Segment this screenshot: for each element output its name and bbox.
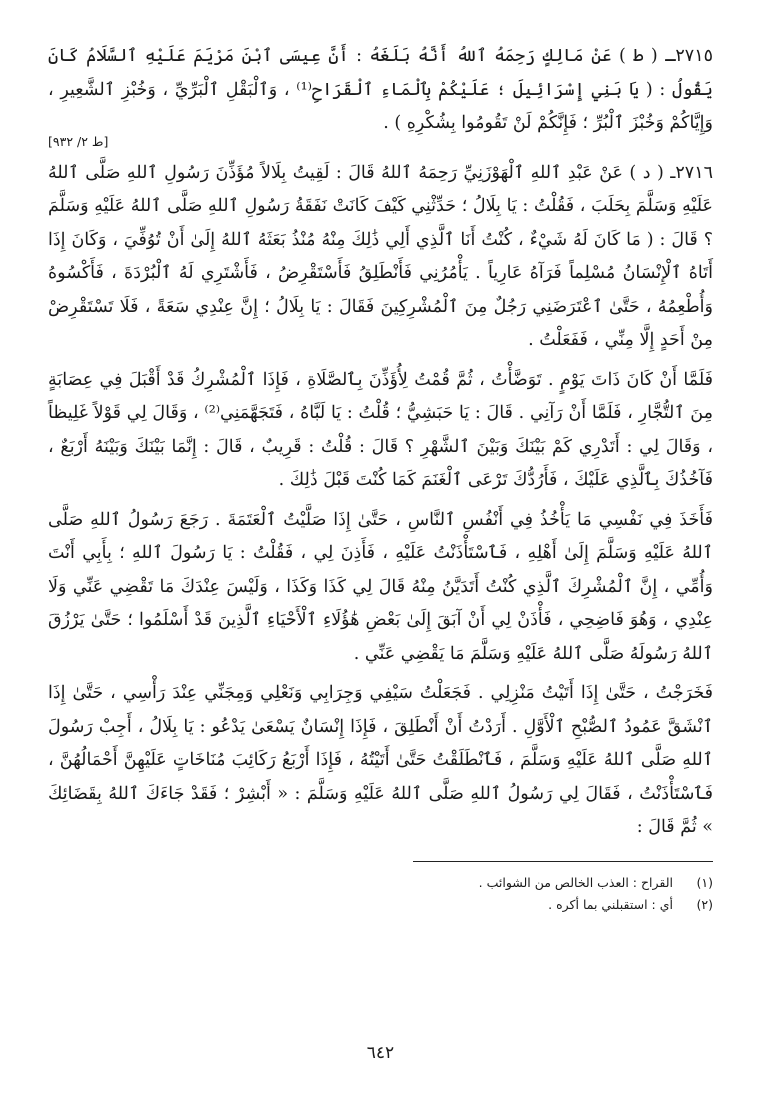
footnote-2 xyxy=(48,894,713,916)
footnote-separator xyxy=(413,861,713,862)
footnote-1 xyxy=(48,872,713,894)
hadith-2716-paragraph-2: فَلَمَّا أَنْ كَانَ ذَاتَ يَوْمٍ . تَوَضَّأْتُ ، ثُمَّ قُمْتُ لِأُؤَذِّنَ بِٱلصَّلَاةِ ، فَإِذَا ٱلْمُشْرِكُ قَدْ أَقْبَلَ فِي عِصَابَةٍ مِنَ ٱلتُّجَّارِ ، فَلَمَّا أَنْ رَآنِي . قَالَ : يَا حَبَشِيُّ ؛ قُلْتُ : يَا لَبَّاهُ ، فَتَجَهَّمَنِي⁽²⁾ ، وَقَالَ لِي قَوْلاً غَلِيظاً ، وَقَالَ لِي : أَتَدْرِي كَمْ بَيْنَكَ وَبَيْنَ ٱلشَّهْرِ ؟ قَالَ : قُلْتُ : قَرِيبٌ ، قَالَ : إِنَّمَا بَيْنَكَ وَبَيْنَهُ أَرْبَعٌ ، فَآخُذُكَ بِٱلَّذِي عَلَيْكَ ، فَأَرُدُّكَ تَرْعَى ٱلْغَنَمَ كَمَا كُنْتَ قَبْلَ ذَٰلِكَ . xyxy=(48,369,714,490)
hadith-2716-paragraph-1: ٢٧١٦ـ ( د ) عَنْ عَبْدِ ٱللهِ ٱلْهَوْزَنِيِّ رَحِمَهُ ٱللهُ قَالَ : لَقِيتُ بِلَالاً مُؤَذِّنَ رَسُولِ ٱللهِ صَلَّى ٱللهُ عَلَيْهِ وَسَلَّمَ بِحَلَبَ ، فَقُلْتُ : يَا بِلَالُ ؛ حَدِّثْنِي كَيْفَ كَانَتْ نَفَقَةُ رَسُولِ ٱللهِ صَلَّى ٱللهُ عَلَيْهِ وَسَلَّمَ ؟ قَالَ : ( مَا كَانَ لَهُ شَيْءٌ ، كُنْتُ أَنَا ٱلَّذِي أَلِي ذَٰلِكَ مِنْهُ مُنْذُ بَعَثَهُ ٱللهُ إِلَىٰ أَنْ تُوُفِّيَ ، وَكَانَ إِذَا أَتَاهُ ٱلْإِنْسَانُ مُسْلِماً فَرَآهُ عَارِياً . يَأْمُرُنِي فَأَنْطَلِقُ فَأَسْتَقْرِضُ ، فَأَشْتَرِي لَهُ ٱلْبُرْدَةَ ، فَأَكْسُوهُ وَأُطْعِمُهُ ، حَتَّىٰ ٱعْتَرَضَنِي رَجُلٌ مِنَ ٱلْمُشْرِكِينَ فَقَالَ : يَا بِلَالُ ؛ إِنَّ عِنْدِي سَعَةً ، فَلَا تَسْتَقْرِضْ مِنْ أَحَدٍ إِلَّا مِنِّي ، فَفَعَلْتُ . xyxy=(48,162,713,350)
hadith-2716-paragraph-4: فَخَرَجْتُ ، حَتَّىٰ إِذَا أَتَيْتُ مَنْزِلِي . فَجَعَلْتُ سَيْفِي وَجِرَابِي وَنَعْلِي وَمِجَنِّي عِنْدَ رَأْسِي ، حَتَّىٰ إِذَا ٱنْشَقَّ عَمُودُ ٱلصُّبْحِ ٱلْأَوَّلِ . أَرَدْتُ أَنْ أَنْطَلِقَ ، فَإِذَا إِنْسَانٌ يَسْعَىٰ يَدْعُو : يَا بِلَالُ ، أَجِبْ رَسُولَ ٱللهِ صَلَّى ٱللهُ عَلَيْهِ وَسَلَّمَ ، فَٱنْطَلَقْتُ حَتَّىٰ أَتَيْتُهُ ، فَإِذَا أَرْبَعُ رَكَائِبَ مُنَاخَاتٍ عَلَيْهِنَّ أَحْمَالُهُنَّ ، فَٱسْتَأْذَنْتُ ، فَقَالَ لِي رَسُولُ ٱللهِ صَلَّى ٱللهُ عَلَيْهِ وَسَلَّمَ : « أَبْشِرْ ؛ فَقَدْ جَاءَكَ ٱللهُ بِقَضَائِكَ » ثُمَّ قَالَ : xyxy=(48,683,713,837)
hadith-2716-paragraph-3: فَأَخَذَ فِي نَفْسِي مَا يَأْخُذُ فِي أَنْفُسِ ٱلنَّاسِ ، حَتَّىٰ إِذَا صَلَّيْتُ ٱلْعَتَمَةَ . رَجَعَ رَسُولُ ٱللهِ صَلَّى ٱللهُ عَلَيْهِ وَسَلَّمَ إِلَىٰ أَهْلِهِ ، فَٱسْتَأْذَنْتُ عَلَيْهِ ، فَأَذِنَ لِي ، فَقُلْتُ : يَا رَسُولَ ٱللهِ ؛ بِأَبِي أَنْتَ وَأُمِّي ، إِنَّ ٱلْمُشْرِكَ ٱلَّذِي كُنْتُ أَتَدَيَّنُ مِنْهُ قَالَ لِي كَذَا وَكَذَا ، وَلَيْسَ عِنْدَكَ مَا تَقْضِي عَنِّي وَلَا عِنْدِي ، وَهُوَ فَاضِحِي ، فَأْذَنْ لِي أَنْ آبَقَ إِلَىٰ بَعْضِ هَٰؤُلَاءِ ٱلْأَحْيَاءِ ٱلَّذِينَ قَدْ أَسْلَمُوا ؛ حَتَّىٰ يَرْزُقَ ٱللهُ رَسُولَهُ صَلَّى ٱللهُ عَلَيْهِ وَسَلَّمَ مَا يَقْضِي عَنِّي . xyxy=(48,509,713,664)
hadith-2715-text: ٢٧١٥ـ ( ط ) عَنْ مَالِكٍ رَحِمَهُ ٱللهُ أَنَّهُ بَلَغَهُ : أَنَّ عِيسَى ٱبْنَ مَرْيَمَ عَلَيْهِ ٱلسَّلَامُ كَانَ يَقُولُ : ( يَا بَنِي إِسْرَائِيلَ ؛ عَلَيْكُمْ بِٱلْمَاءِ ٱلْقَرَاحِ⁽¹⁾ ، وَٱلْبَقْلِ ٱلْبَرِّيِّ ، وَخُبْزِ ٱلشَّعِيرِ ، وَإِيَّاكُمْ وَخُبْزَ ٱلْبُرِّ ؛ فَإِنَّكُمْ لَنْ تَقُومُوا بِشُكْرِهِ ) . xyxy=(48,46,714,133)
hadith-2716 xyxy=(48,157,713,845)
hadith-2715-reference: [ط ٢/ ٩٣٢] xyxy=(48,133,109,149)
page-number: ٦٤٢ xyxy=(366,1043,395,1063)
footnote-2-text: أي : استقبلني بما أكره . xyxy=(548,896,673,912)
footnotes xyxy=(48,872,713,916)
footnote-1-number: (١) xyxy=(696,874,713,890)
footnote-1-text: القراح : العذب الخالص من الشوائب . xyxy=(478,874,673,890)
hadith-2715 xyxy=(48,40,713,151)
footnote-2-number: (٢) xyxy=(696,896,713,912)
